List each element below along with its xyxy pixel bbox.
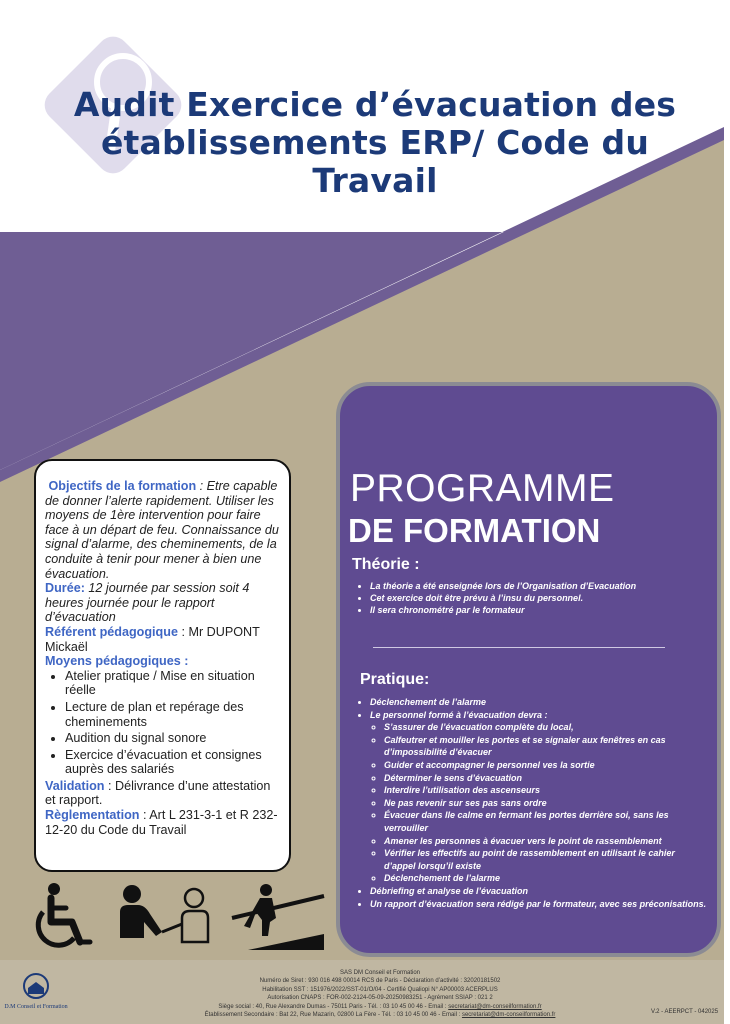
list-item: • Atelier pratique / Mise en situation réelle <box>65 669 281 698</box>
footer-line: Habilitation SST : 151976/2022/SST-01/O/04 - Certifié Qualiopi N° AP00003 ACERPLUS <box>262 986 498 993</box>
referent-text: : Mr DUPONT Mickaël <box>45 624 260 654</box>
programme-box <box>336 382 721 957</box>
moyens-list <box>45 669 281 777</box>
reglementation-paragraph <box>45 808 281 837</box>
list-item: • Il sera chronométré par le formateur <box>370 604 730 616</box>
section-divider <box>373 647 665 648</box>
title-line-3: Travail <box>312 161 438 200</box>
footer-line: Établissement Secondaire : Bat 22, Rue Mazarin, 02800 La Fère - Tél. : 03 10 45 00 46 - Email : secretariat@dm-conseilformation.fr <box>204 1012 556 1019</box>
list-item: ◦ Déclenchement de l’alarme <box>384 872 708 885</box>
programme-title: PROGRAMME <box>350 467 615 510</box>
footer-text <box>180 969 580 1019</box>
theorie-heading: Théorie : <box>352 556 420 573</box>
objectifs-text: : Etre capable de donner l’alerte rapidement. Utiliser les moyens de 1ère intervention pour faire face à un départ de feu. Connaissance du signal d’alarme, des cheminements, de la conduite à tenir pour mener à bien une évacuation. <box>45 479 279 581</box>
list-item: ◦ Évacuer dans lle calme en fermant les portes derrière soi, sans les verrouiller <box>384 809 708 834</box>
duree-paragraph <box>45 581 281 625</box>
email-link[interactable]: secretariat@dm-conseilformation.fr <box>448 1003 542 1010</box>
email-link[interactable]: secretariat@dm-conseilformation.fr <box>461 1012 556 1019</box>
footer-line: SAS DM Conseil et Formation <box>339 970 421 976</box>
referent-label: Référent pédagogique <box>45 624 178 639</box>
reglementation-label: Règlementation <box>45 808 140 823</box>
list-item: ◦ Guider et accompagner le personnel ves la sortie <box>384 759 708 772</box>
list-item: • Déclenchement de l’alarme <box>370 696 708 709</box>
list-item: • Lecture de plan et repérage des cheminements <box>65 700 281 729</box>
list-item: • La théorie a été enseignée lors de l’Organisation d’Evacuation <box>370 580 730 592</box>
dm-logo <box>4 968 68 1016</box>
pratique-heading: Pratique: <box>360 671 430 688</box>
list-item: ◦ S’assurer de l’évacuation complète du local, <box>384 721 708 734</box>
footer-line: Siège social : 40, Rue Alexandre Dumas - 75011 Paris - Tél. : 03 10 45 00 46 - Email : secretariat@dm-conseilformation.fr <box>218 1003 542 1010</box>
wheelchair-icon <box>38 883 90 945</box>
list-item: • Le personnel formé à l’évacuation devra : ◦ S’assurer de l’évacuation complète du local, ◦ Calfeutrer et mouiller les portes et se signaler aux fenêtres en cas d’impossibilité d’évacuer ◦ Guider et accompagner le personnel ves la sortie ◦ Déterminer le sens d’évacuation ◦ Interdire l’utilisation des ascenseurs ◦ Ne pas revenir sur ses pas sans ordre ◦ Évacuer dans lle calme en fermant les portes derrière soi, sans les verrouiller ◦ Amener les personnes à évacuer vers le point de rassemblement ◦ Vérifier les effectifs au point de rassemblement en utilisant le cahier d’appel lorsqu’il existe ◦ Déclenchement de l’alarme <box>370 709 708 885</box>
pratique-sublist <box>370 721 708 885</box>
objectifs-paragraph <box>45 479 281 581</box>
validation-label: Validation <box>45 778 105 793</box>
theorie-list <box>358 580 730 616</box>
stairs-handrail-icon <box>232 884 324 950</box>
reglementation-text: : Art L 231-3-1 et R 232-12-20 du Code du Travail <box>45 808 278 837</box>
duree-text: 12 journée par session soit 4 heures journée pour le rapport d’évacuation <box>45 581 250 625</box>
list-item: • Audition du signal sonore <box>65 731 281 746</box>
footer-line: Numéro de Siret : 930 016 498 00014 RCS de Paris - Déclaration d’activité : 32020181502 <box>259 978 501 985</box>
title-line-1: Audit Exercice d’évacuation des <box>73 85 677 124</box>
course-info-box <box>34 459 291 872</box>
list-item: ◦ Vérifier les effectifs au point de rassemblement en utilisant le cahier d’appel lorsqu’il existe <box>384 847 708 872</box>
validation-paragraph <box>45 779 281 808</box>
title-line-2: établissements ERP/ Code du <box>100 123 650 162</box>
list-item: • Cet exercice doit être prévu à l’insu du personnel. <box>370 592 730 604</box>
de-formation-title: DE FORMATION <box>348 512 601 549</box>
list-item: ◦ Déterminer le sens d’évacuation <box>384 772 708 785</box>
list-item: ◦ Ne pas revenir sur ses pas sans ordre <box>384 797 708 810</box>
footer-line: Autorisation CNAPS : FOR-002-2124-05-09-20250983251 - Agrément SSIAP : 021 2 <box>267 995 493 1002</box>
list-item: • Débriefing et analyse de l’évacuation <box>370 885 708 898</box>
version-label: V.2 - AEERPCT - 042025 <box>651 1009 719 1015</box>
pratique-list <box>358 696 708 910</box>
list-item: • Exercice d’évacuation et consignes auprès des salariés <box>65 748 281 777</box>
validation-text: : Délivrance d’une attestation et rapport. <box>45 778 271 808</box>
list-item: • Un rapport d’évacuation sera rédigé par le formateur, avec ses préconisations. <box>370 898 708 911</box>
list-item: ◦ Interdire l’utilisation des ascenseurs <box>384 784 708 797</box>
list-item: ◦ Calfeutrer et mouiller les portes et se signaler aux fenêtres en cas d’impossibilité d’évacuer <box>384 734 708 759</box>
logo-text: D.M Conseil et Formation <box>4 1004 68 1010</box>
objectifs-label: Objectifs de la formation <box>48 479 197 493</box>
duree-label: Durée: <box>45 581 85 596</box>
referent-paragraph <box>45 625 281 654</box>
assistance-icon <box>120 885 208 942</box>
document-title <box>40 86 710 200</box>
moyens-heading: Moyens pédagogiques : <box>45 654 189 669</box>
list-item: ◦ Amener les personnes à évacuer vers le point de rassemblement <box>384 835 708 848</box>
pictograms <box>28 880 318 960</box>
